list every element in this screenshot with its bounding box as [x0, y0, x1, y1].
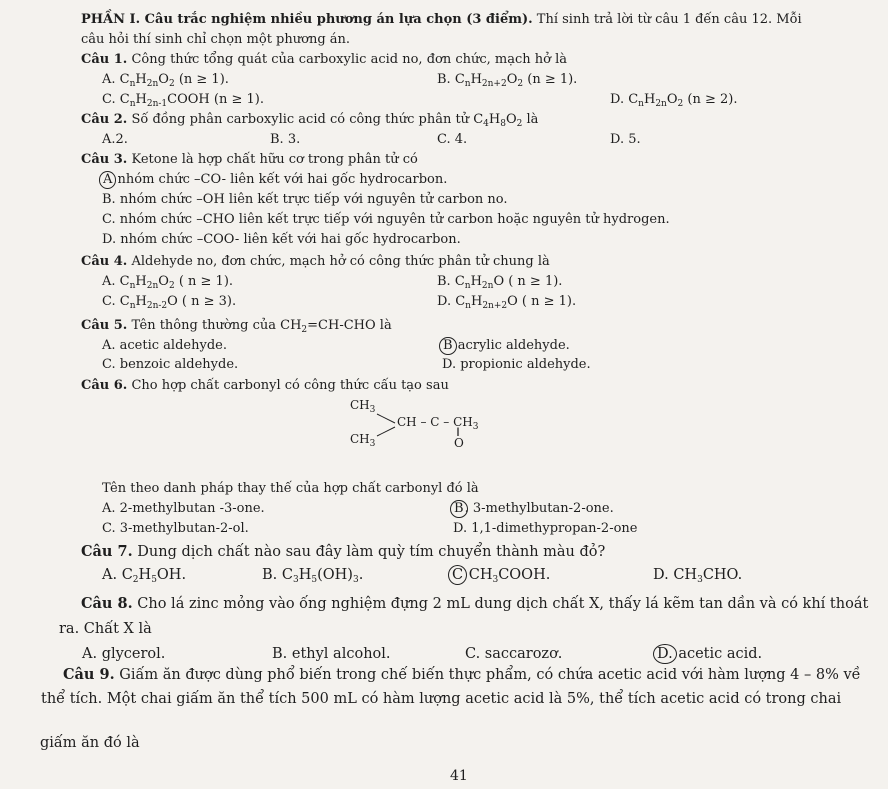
page-number: 41 — [450, 768, 468, 784]
option-1d[interactable]: D. $C_nH_{2n}O_2$ (n ≥ 2). — [610, 92, 738, 109]
option-1b[interactable]: B. $C_nH_{2n+2}O_2$ (n ≥ 1). — [437, 72, 578, 89]
option-8d[interactable]: D. acetic acid. — [656, 645, 762, 663]
option-4a[interactable]: A. $C_nH_{2n}O_2$ ( n ≥ 1). — [102, 274, 234, 291]
question-1 — [81, 52, 567, 68]
option-8b[interactable]: B. ethyl alcohol. — [272, 646, 391, 662]
option-6b[interactable]: B. 3-methylbutan-2-one. — [453, 501, 614, 517]
option-6c[interactable]: C. 3-methylbutan-2-ol. — [102, 521, 249, 536]
option-5a[interactable]: A. acetic aldehyde. — [102, 338, 227, 353]
option-7c[interactable]: C $CH_3COOH$. — [451, 566, 550, 584]
question-8-cont: ra. Chất X là — [59, 621, 152, 637]
option-5b[interactable]: B acrylic aldehyde. — [442, 338, 570, 354]
option-3c[interactable]: C. nhóm chức –CHO liên kết trực tiếp với nguyên tử carbon hoặc nguyên tử hydrogen. — [102, 212, 670, 227]
question-9-cont: thể tích. Một chai giấm ăn thể tích 500 mL có hàm lượng acetic acid là 5%, thể tích acetic acid có trong chai — [41, 691, 842, 707]
option-7a[interactable]: A. $C_2H_5OH$. — [102, 567, 187, 585]
option-8c[interactable]: C. saccarozơ. — [465, 646, 563, 662]
question-4: Câu 4. Aldehyde no, đơn chức, mạch hở có công thức phân tử chung là — [81, 254, 550, 269]
structural-formula: $CH_3$ $CH_3$ CH – C – $CH_3$ ‖ O — [350, 398, 479, 450]
selected-answer-mark: A — [99, 171, 116, 189]
question-5: Câu 5. Tên thông thường của $CH_2=CH$-CHO là — [81, 318, 392, 335]
selected-answer-mark: B — [439, 337, 457, 355]
option-5c[interactable]: C. benzoic aldehyde. — [102, 357, 239, 372]
option-2a[interactable]: A.2. — [102, 132, 128, 147]
option-4c[interactable]: C. $C_nH_{2n-2}O$ ( n ≥ 3). — [102, 294, 237, 311]
question-label: Câu 1. — [81, 52, 128, 67]
option-3d[interactable]: D. nhóm chức –COO- liên kết với hai gốc hydrocarbon. — [102, 232, 461, 247]
question-9-cont-2: giấm ăn đó là — [40, 735, 140, 751]
option-8a[interactable]: A. glycerol. — [82, 646, 166, 662]
option-2b[interactable]: B. 3. — [270, 132, 301, 147]
option-3a[interactable]: A nhóm chức –CO- liên kết với hai gốc hydrocarbon. — [102, 172, 447, 188]
option-5d[interactable]: D. propionic aldehyde. — [442, 357, 591, 372]
option-1c[interactable]: C. $C_nH_{2n-1}COOH$ (n ≥ 1). — [102, 92, 264, 109]
option-6d[interactable]: D. 1,1-dimethypropan-2-one — [453, 521, 638, 536]
selected-answer-mark: C — [448, 565, 467, 585]
question-6: Câu 6. Cho hợp chất carbonyl có công thức cấu tạo sau — [81, 378, 449, 393]
question-3: Câu 3. Ketone là hợp chất hữu cơ trong phân tử có — [81, 152, 418, 167]
option-4d[interactable]: D. $C_nH_{2n+2}O$ ( n ≥ 1). — [437, 294, 577, 311]
section-instructions-2: câu hỏi thí sinh chỉ chọn một phương án. — [81, 32, 351, 47]
question-stem: Công thức tổng quát của carboxylic acid no, đơn chức, mạch hở là — [131, 52, 568, 67]
question-8: Câu 8. Cho lá zinc mỏng vào ống nghiệm đựng 2 mL dung dịch chất X, thấy lá kẽm tan dần và có khí thoát — [81, 595, 869, 612]
option-7b[interactable]: B. $C_3H_5(OH)_3$. — [262, 567, 364, 585]
section-title: PHẦN I. Câu trắc nghiệm nhiều phương án lựa chọn (3 điểm). — [81, 12, 533, 27]
selected-answer-mark: D. — [653, 644, 677, 664]
selected-answer-mark: B — [450, 500, 468, 518]
option-7d[interactable]: D. $CH_3CHO$. — [653, 567, 743, 585]
section-header — [81, 12, 802, 28]
option-6a[interactable]: A. 2-methylbutan -3-one. — [102, 501, 265, 516]
option-2c[interactable]: C. 4. — [437, 132, 468, 147]
option-1a[interactable]: A. $C_nH_{2n}O_2$ (n ≥ 1). — [102, 72, 229, 89]
option-4b[interactable]: B. $C_nH_{2n}O$ ( n ≥ 1). — [437, 274, 563, 291]
question-2: Câu 2. Số đồng phân carboxylic acid có công thức phân tử $C_4H_8O_2$ là — [81, 112, 539, 129]
section-instructions: Thí sinh trả lời từ câu 1 đến câu 12. Mỗi — [532, 12, 802, 27]
question-6-subq: Tên theo danh pháp thay thế của hợp chất carbonyl đó là — [102, 481, 479, 496]
question-9: Câu 9. Giấm ăn được dùng phổ biến trong chế biến thực phẩm, có chứa acetic acid với hàm lượng 4 – 8% về — [63, 666, 861, 683]
option-3b[interactable]: B. nhóm chức –OH liên kết trực tiếp với nguyên tử carbon no. — [102, 192, 508, 207]
option-2d[interactable]: D. 5. — [610, 132, 641, 147]
question-7: Câu 7. Dung dịch chất nào sau đây làm quỳ tím chuyển thành màu đỏ? — [81, 543, 606, 560]
